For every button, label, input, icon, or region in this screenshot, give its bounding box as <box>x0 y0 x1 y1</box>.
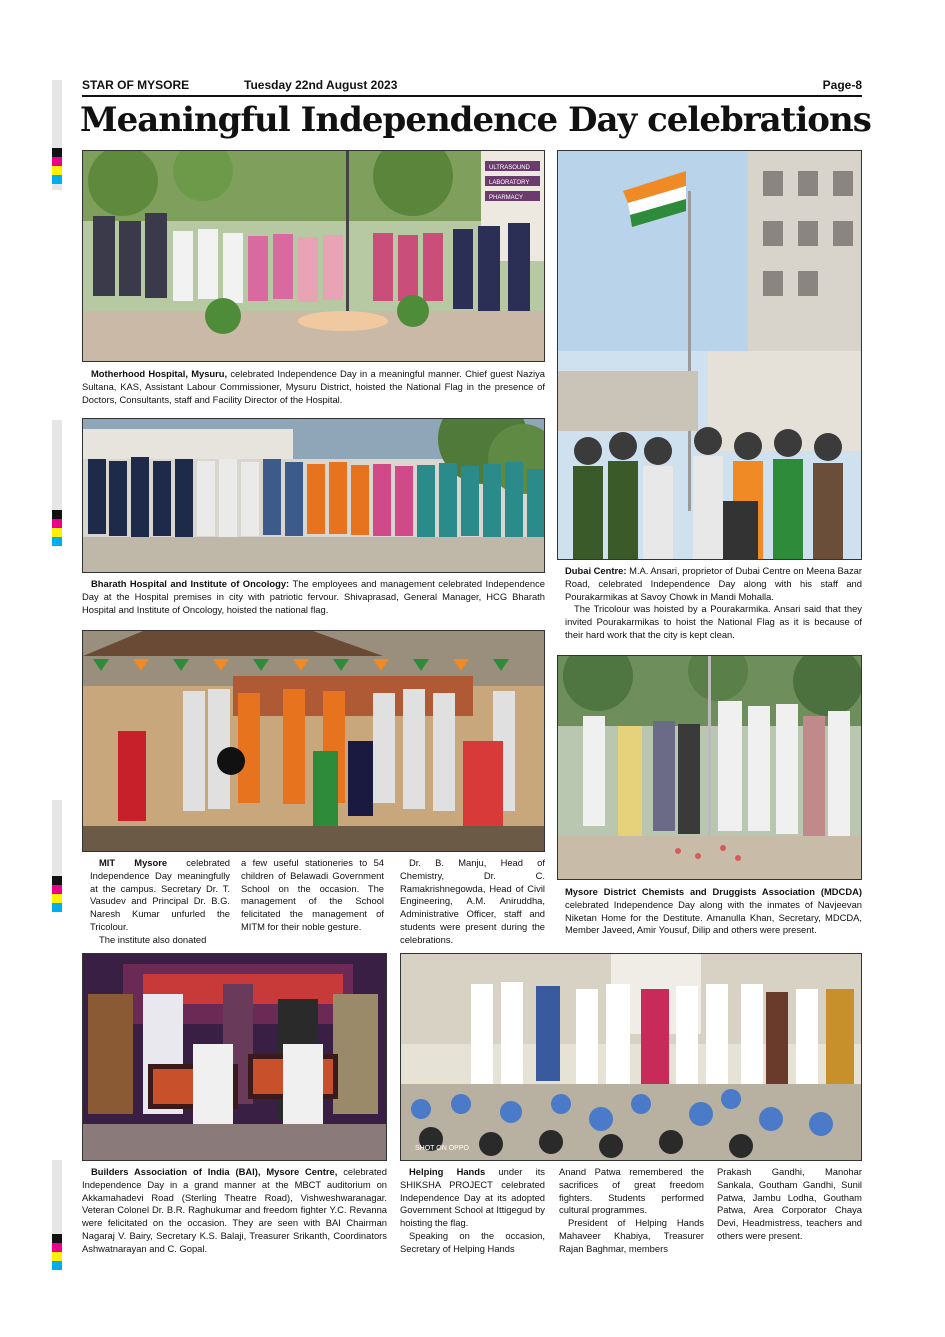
caption-mit-col2: a few useful stationeries to 54 children of Belawadi Government School on the occasion. The management of the School felicitated the management of MITM for their noble gesture. <box>241 857 384 932</box>
caption-bai <box>82 1166 387 1256</box>
caption-mit-lead: MIT Mysore <box>99 857 168 868</box>
caption-mit-col1-text: celebrated Independence Day meaningfully at the campus. Secretary Dr. T. Vasudev and Principal Dr. B.G. Naresh Kumar unfurled the Tricolour. <box>90 857 230 932</box>
caption-dubai-text: M.A. Ansari, proprietor of Dubai Centre on Meena Bazar Road, celebrated Independence Day along with his staff and Pourakarmikas at Savoy Chowk in Mandi Mohalla. <box>565 565 863 602</box>
caption-mit-col1b: The institute also donated <box>99 933 207 945</box>
caption-helping-col3: Prakash Gandhi, Manohar Sankala, Goutham Gandhi, Sunil Patwa, Jambu Lodha, Goutham Patwa, Area Corporator Chaya Devi, Headmistress, teachers and others were present. <box>717 1166 862 1241</box>
caption-helping-col1 <box>400 1166 545 1256</box>
sign-ultrasound: ULTRASOUND <box>489 165 530 171</box>
sign-laboratory: LABORATORY <box>489 180 530 186</box>
photo-bai <box>82 953 387 1161</box>
caption-mdcda-lead: Mysore District Chemists and Druggists Association (MDCDA) <box>565 886 862 897</box>
page-headline: Meaningful Independence Day celebrations <box>80 100 871 140</box>
caption-mit-col1 <box>90 857 230 947</box>
issue-date: Tuesday 22nd August 2023 <box>244 78 398 92</box>
sign-pharmacy: PHARMACY <box>489 195 524 201</box>
caption-helping-lead: Helping Hands <box>409 1166 486 1177</box>
caption-bharath-lead: Bharath Hospital and Institute of Oncology: <box>91 578 290 589</box>
caption-dubai-lead: Dubai Centre: <box>565 565 627 576</box>
header-rule <box>82 95 862 97</box>
photo-mdcda <box>557 655 862 880</box>
caption-bharath-text: The employees and management celebrated Independence Day at the Hospital premises in city with patriotic fervour. Shivaprasad, General Manager, HCG Bharath Hospital and Institute of Oncology, hoisted the national flag. <box>82 578 545 615</box>
caption-bai-lead: Builders Association of India (BAI), Mysore Centre, <box>91 1166 338 1177</box>
photo-bharath-hospital <box>82 418 545 573</box>
color-registration-marks <box>52 876 62 912</box>
caption-motherhood <box>82 368 545 406</box>
caption-bharath <box>82 578 545 616</box>
caption-helping-col2-text: Anand Patwa remembered the sacrifices of great freedom fighters. Students performed cultural programmes. <box>559 1166 704 1216</box>
caption-mdcda <box>565 886 862 937</box>
color-registration-marks <box>52 1234 62 1270</box>
caption-dubai <box>565 565 862 642</box>
caption-helping-col2 <box>559 1166 704 1256</box>
photo-watermark: SHOT ON OPPO <box>415 1145 469 1152</box>
caption-motherhood-lead: Motherhood Hospital, Mysuru, <box>91 368 228 379</box>
page-header <box>82 78 862 94</box>
photo-mit-mysore <box>82 630 545 852</box>
caption-motherhood-text: celebrated Independence Day in a meaningful manner. Chief guest Naziya Sultana, KAS, Assistant Labour Commissioner, Mysuru District, hoisted the National Flag in the presence of Doctors, Consultants, staff and Facility Director of the Hospital. <box>82 368 545 405</box>
photo-helping-hands <box>400 953 862 1161</box>
caption-helping-col1b: Speaking on the occasion, Secretary of Helping Hands <box>400 1229 545 1254</box>
caption-mdcda-text: celebrated Independence Day along with the inmates of Navjeevan Niketan Home for the Destitute. Amanulla Khan, Secretary, MDCDA, Member Javeed, Amir Yousuf, Dilip and others were present. <box>565 898 862 936</box>
caption-helping-col1-text: under its SHIKSHA PROJECT celebrated Independence Day at its adopted Government School at Ittigegud by hoisting the flag. <box>400 1166 545 1229</box>
photo-motherhood-hospital <box>82 150 545 362</box>
caption-bai-text: celebrated Independence Day in a grand manner at the MBCT auditorium on Akkamahadevi Road (Sterling Theatre Road), Vishweshwaranagar. Veteran Colonel Dr. B.R. Raghukumar and freedom fighter Y.C. Revanna were felicitated on the occasion. They are seen with BAI Chairman Nagaraj V. Bairy, Secretary K.S. Balaji, Treasurer Srikanth, Coordinators Ashwatnarayan and C. Gopal. <box>82 1166 387 1254</box>
color-registration-marks <box>52 510 62 546</box>
caption-mit-col3: Dr. B. Manju, Head of Chemistry, Dr. C. Ramakrishnegowda, Head of Civil Engineering, A.M. Aniruddha, Administrative Officer, staff and students were present during the celebrations. <box>400 857 545 945</box>
photo-dubai-centre <box>557 150 862 560</box>
color-registration-marks <box>52 148 62 184</box>
page-number: Page-8 <box>822 78 862 92</box>
caption-dubai-text2: The Tricolour was hoisted by a Pourakarmika. Ansari said that they invited Pourakarmikas to hoist the National Flag as it is because of their hard work that the city is kept clean. <box>565 603 862 640</box>
caption-helping-col2b: President of Helping Hands Mahaveer Khabiya, Treasurer Rajan Baghmar, members <box>559 1217 704 1254</box>
publication-name: STAR OF MYSORE <box>82 78 190 92</box>
